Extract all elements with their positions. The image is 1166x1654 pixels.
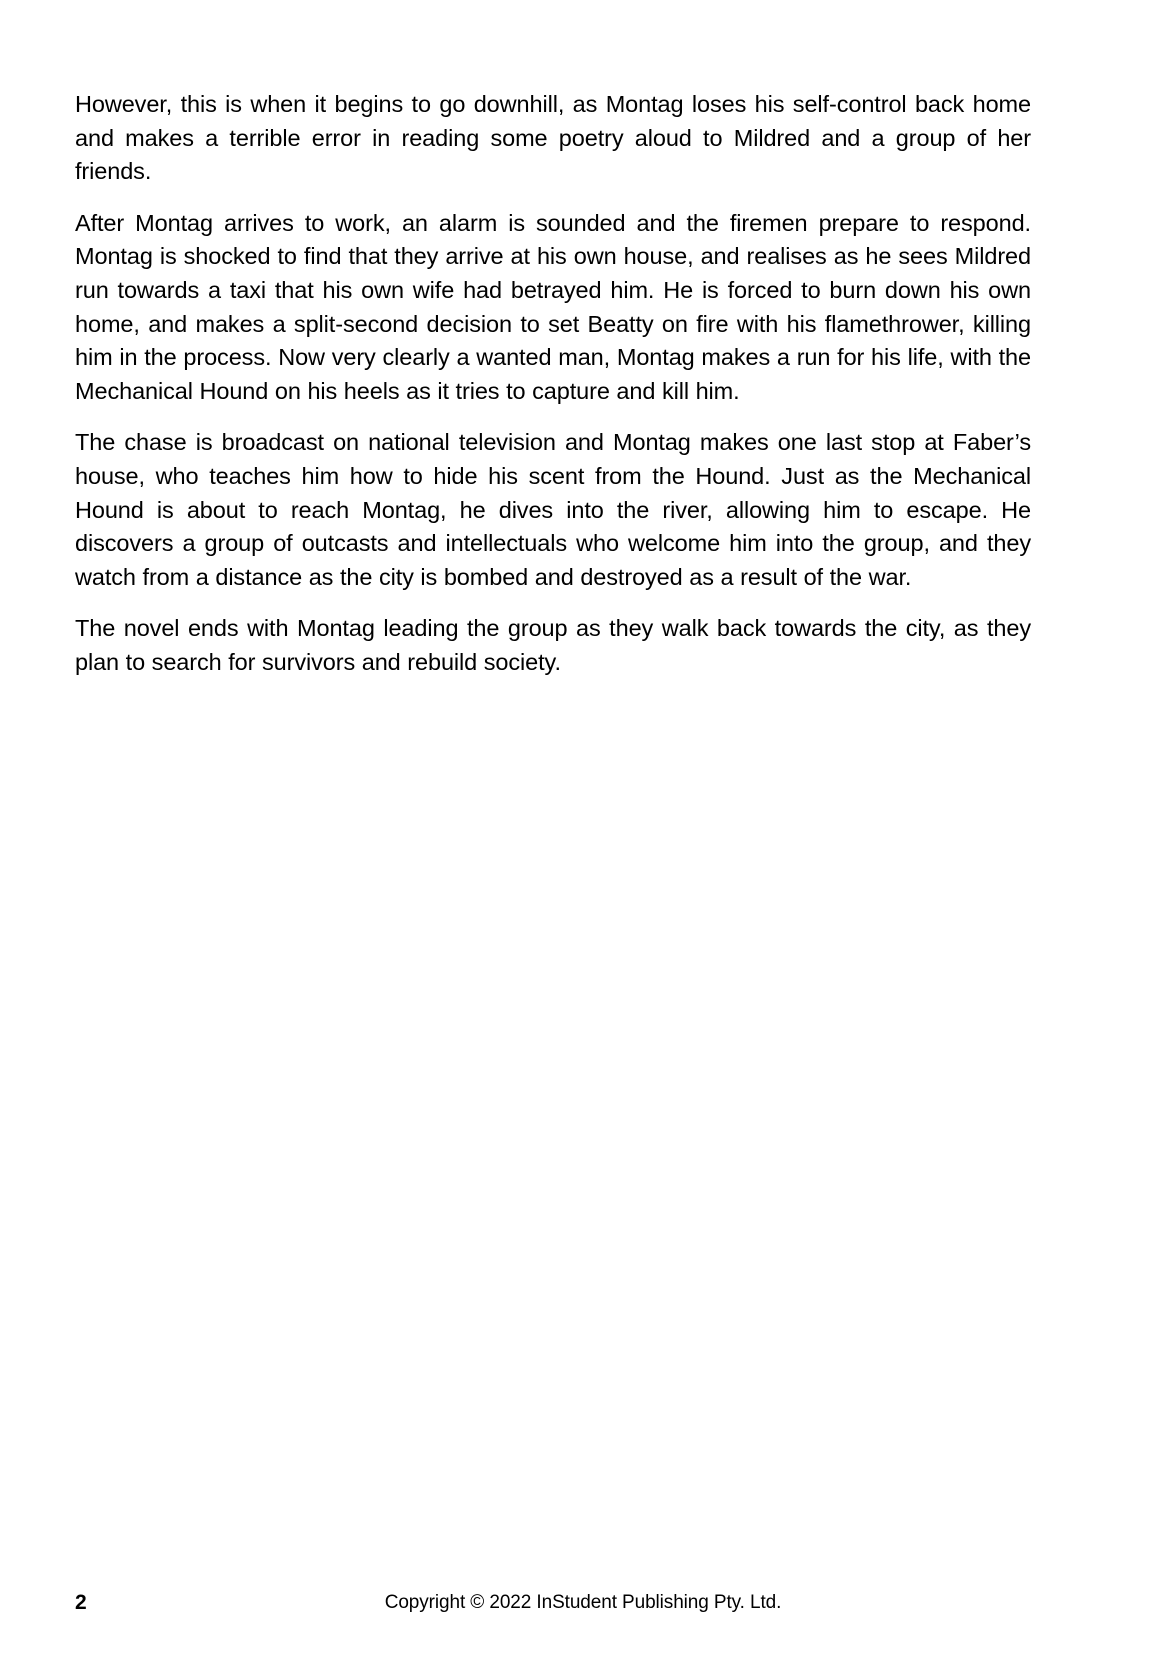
body-paragraph-4: The novel ends with Montag leading the group as they walk back towards the city, as they plan to search for survivors and rebuild society. [75,615,1031,675]
body-paragraph-2: After Montag arrives to work, an alarm is sounded and the firemen prepare to respond. Montag is shocked to find that they arrive at his own house, and realises as he sees Mildred run towards a taxi that his own wife had betrayed him. He is forced to burn down his own home, and makes a split-second decision to set Beatty on fire with his flamethrower, killing him in the process. Now very clearly a wanted man, Montag makes a run for his life, with the Mechanical Hound on his heels as it tries to capture and kill him. [75,209,1031,404]
page-number: 2 [75,1591,87,1614]
page-footer [0,1534,1166,1654]
document-body [75,88,1031,680]
footer-content [75,1590,1091,1616]
body-paragraph-3: The chase is broadcast on national television and Montag makes one last stop at Faber’s house, who teaches him how to hide his scent from the Hound. Just as the Mechanical Hound is about to reach Montag, he dives into the river, allowing him to escape. He discovers a group of outcasts and intellectuals who welcome him into the group, and they watch from a distance as the city is bombed and destroyed as a result of the war. [75,429,1031,590]
copyright-notice: Copyright © 2022 InStudent Publishing Pty. Ltd. [384,1592,782,1613]
body-paragraph-1: However, this is when it begins to go downhill, as Montag loses his self-control back home and makes a terrible error in reading some poetry aloud to Mildred and a group of her friends. [75,91,1031,185]
